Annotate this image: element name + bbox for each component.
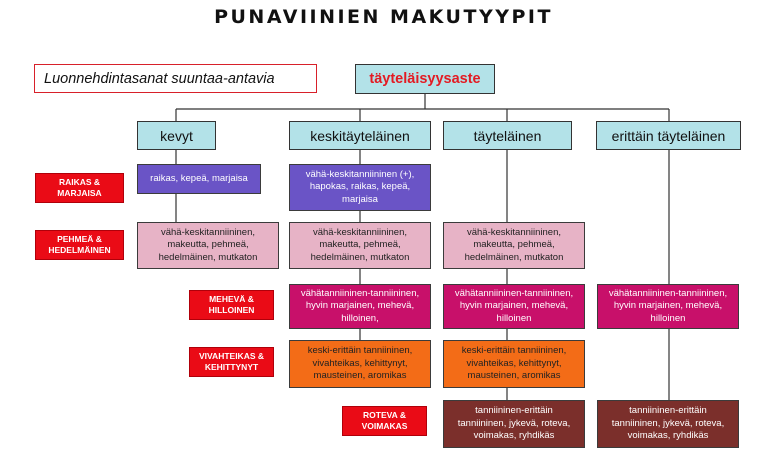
page-title: PUNAVIINIEN MAKUTYYPIT xyxy=(214,6,553,28)
column-header-kevyt: kevyt xyxy=(137,121,216,150)
box-tayt-vivah xyxy=(443,340,585,388)
box-line: voimakas, ryhdikäs xyxy=(473,430,555,442)
box-line: vivahteikas, kehittynyt, xyxy=(466,357,562,369)
note-box: Luonnehdintasanat suuntaa-antavia xyxy=(34,64,317,93)
box-line: marjaisa xyxy=(342,193,378,205)
row-label-line: MARJAISA xyxy=(57,188,102,198)
row-label-raikas xyxy=(35,173,124,203)
box-line: hilloinen xyxy=(650,312,686,324)
box-line: raikas, kepeä, marjaisa xyxy=(150,172,248,184)
box-line: vähätanniininen-tanniininen, xyxy=(454,287,574,299)
box-line: makeutta, pehmeä, xyxy=(319,239,401,251)
box-line: vähä-keskitanniininen (+), xyxy=(305,168,415,180)
row-label-line: HEDELMÄINEN xyxy=(48,245,111,255)
box-kesk-mehea xyxy=(289,284,431,329)
box-line: vähä-keskitanniininen, xyxy=(160,226,255,238)
box-line: vähä-keskitanniininen, xyxy=(312,226,407,238)
box-line: hyvin marjainen, mehevä, xyxy=(305,300,415,312)
box-kesk-raikas xyxy=(289,164,431,211)
box-line: makeutta, pehmeä, xyxy=(167,239,249,251)
box-tayt-pehmea xyxy=(443,222,585,269)
box-kevyt-pehmea xyxy=(137,222,279,269)
box-line: keski-erittäin tanniininen, xyxy=(307,345,413,357)
row-label-pehmea xyxy=(35,230,124,260)
box-line: tanniininen-erittäin xyxy=(475,405,553,417)
column-header-tayteläinen: täyteläinen xyxy=(443,121,572,150)
root-node: täyteläisyysaste xyxy=(355,64,495,94)
box-line: hapokas, raikas, kepeä, xyxy=(309,181,411,193)
box-line: keski-erittäin tanniininen, xyxy=(461,345,567,357)
row-label-line: PEHMEÄ & xyxy=(57,234,102,244)
box-line: vähätanniininen-tanniininen, xyxy=(608,287,728,299)
box-line: tanniininen, jykevä, roteva, xyxy=(611,417,725,429)
box-kesk-vivah xyxy=(289,340,431,388)
box-kevyt-raikas xyxy=(137,164,261,194)
box-line: vähä-keskitanniininen, xyxy=(466,226,561,238)
row-label-roteva xyxy=(342,406,427,436)
box-line: hyvin marjainen, mehevä, xyxy=(459,300,569,312)
box-line: voimakas, ryhdikäs xyxy=(627,430,709,442)
box-line: tanniininen, jykevä, roteva, xyxy=(457,417,571,429)
row-label-vivahteikas xyxy=(189,347,274,377)
box-tayt-mehea xyxy=(443,284,585,329)
box-line: tanniininen-erittäin xyxy=(629,405,707,417)
box-line: hilloinen, xyxy=(341,312,379,324)
box-line: hyvin marjainen, mehevä, xyxy=(613,300,723,312)
box-line: mausteinen, aromikas xyxy=(313,370,407,382)
row-label-line: KEHITTYNYT xyxy=(204,362,259,372)
row-label-line: HILLOINEN xyxy=(208,305,255,315)
column-header-erittain-tayteläinen: erittäin täyteläinen xyxy=(596,121,741,150)
row-label-meheva xyxy=(189,290,274,320)
box-line: mausteinen, aromikas xyxy=(467,370,561,382)
box-line: hilloinen xyxy=(496,312,532,324)
row-label-line: VIVAHTEIKAS & xyxy=(198,351,265,361)
row-label-line: RAIKAS & xyxy=(58,177,101,187)
box-kesk-pehmea xyxy=(289,222,431,269)
row-label-line: VOIMAKAS xyxy=(361,421,408,431)
column-header-keskitayteläinen: keskitäyteläinen xyxy=(289,121,431,150)
box-line: hedelmäinen, mutkaton xyxy=(464,251,564,263)
box-line: hedelmäinen, mutkaton xyxy=(158,251,258,263)
box-line: makeutta, pehmeä, xyxy=(473,239,555,251)
box-line: vivahteikas, kehittynyt, xyxy=(312,357,408,369)
row-label-line: ROTEVA & xyxy=(363,410,406,420)
row-label-line: MEHEVÄ & xyxy=(209,294,254,304)
box-erit-mehea xyxy=(597,284,739,329)
box-tayt-roteva xyxy=(443,400,585,448)
box-line: hedelmäinen, mutkaton xyxy=(310,251,410,263)
box-erit-roteva xyxy=(597,400,739,448)
box-line: vähätanniininen-tanniininen, xyxy=(300,287,420,299)
